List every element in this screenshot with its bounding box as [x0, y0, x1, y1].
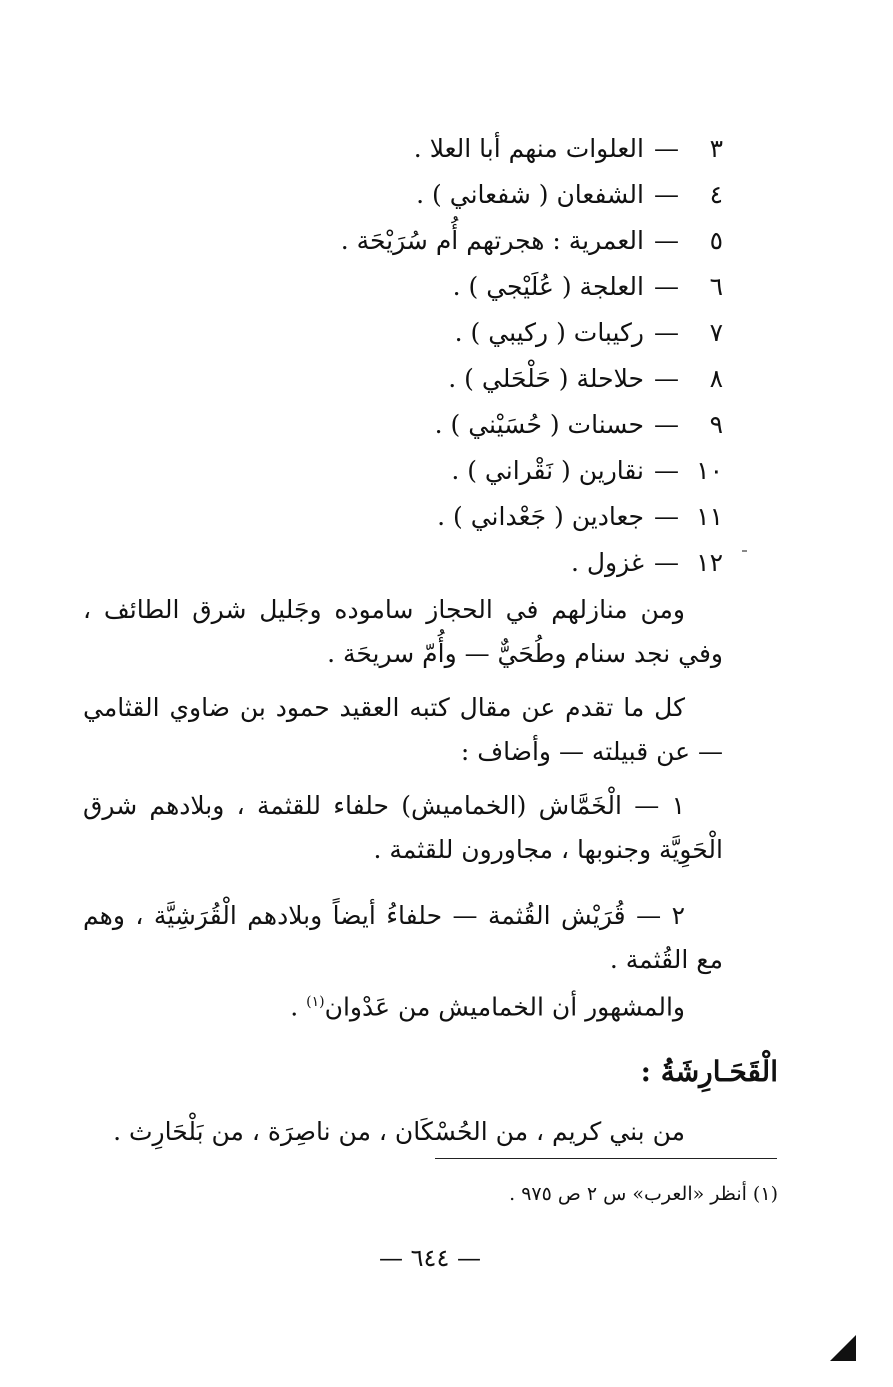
- list-number: ٥: [709, 226, 723, 255]
- paragraph-text: ١ — الْخَمَّاش (الخماميش) حلفاء للقثمة ، وبلادهم شرق الْحَوِيَّة وجنوبها ، مجاورون للقثمة .: [83, 791, 723, 864]
- list-item: [203, 540, 723, 586]
- print-speck: [742, 550, 747, 552]
- paragraph-text: ومن منازلهم في الحجاز ساموده وجَليل شرق الطائف ، وفي نجد سنام وطُحَيٌّ — وأُمّ سريحَة .: [83, 595, 723, 668]
- list-number: ١٠: [696, 456, 723, 485]
- list-text: غزول .: [571, 548, 644, 577]
- list-number: ٩: [709, 410, 723, 439]
- list-item: [203, 402, 723, 448]
- list-text: حسنات ( حُسَيْني ) .: [434, 410, 644, 439]
- dash: —: [654, 502, 679, 531]
- list-text: العمرية : هجرتهم أُم سُرَيْحَة .: [340, 226, 644, 255]
- paragraph-khammash: [83, 784, 723, 872]
- list-number: ٧: [709, 318, 723, 347]
- dash: —: [654, 180, 679, 209]
- paragraph-famous: [83, 980, 723, 1029]
- dash: —: [654, 364, 679, 393]
- list-item: [203, 126, 723, 172]
- list-number: ٨: [709, 364, 723, 393]
- page-number: — ٦٤٤ —: [379, 1244, 481, 1272]
- paragraph-text: من بني كريم ، من الحُسْكَان ، من ناصِرَة ، من بَلْحَارِث .: [113, 1117, 685, 1146]
- footnote-reference: (١): [306, 994, 325, 1010]
- list-text: ركيبات ( ركيبي ) .: [454, 318, 644, 347]
- dash: —: [654, 548, 679, 577]
- dash: —: [654, 456, 679, 485]
- list-item: [203, 264, 723, 310]
- list-text: حلاحلة ( حَلْحَلي ) .: [448, 364, 644, 393]
- footnote-divider: [435, 1158, 777, 1159]
- list-item: [203, 310, 723, 356]
- list-item: [203, 218, 723, 264]
- paragraph-qaharisha: [83, 1110, 723, 1154]
- list-text: العلجة ( عُلَيْجي ) .: [452, 272, 644, 301]
- corner-triangle-mark: [830, 1335, 856, 1361]
- list-item: [203, 356, 723, 402]
- list-text: الشفعان ( شفعاني ) .: [416, 180, 644, 209]
- paragraph-quraysh: [83, 894, 723, 982]
- list-number: ٣: [709, 134, 723, 163]
- list-item: [203, 494, 723, 540]
- paragraph-text: كل ما تقدم عن مقال كتبه العقيد حمود بن ضاوي القثامي — عن قبيلته — وأضاف :: [83, 693, 723, 766]
- footnote: (١) أنظر «العرب» س ٢ ص ٩٧٥ .: [509, 1183, 778, 1205]
- list-number: ١١: [696, 502, 723, 531]
- dash: —: [654, 272, 679, 301]
- paragraph-end: .: [290, 992, 307, 1022]
- paragraph-text: ٢ — قُرَيْش القُثمة — حلفاءُ أيضاً وبلادهم الْقُرَشِيَّة ، وهم مع القُثمة .: [83, 901, 723, 974]
- dash: —: [654, 226, 679, 255]
- paragraph-text: والمشهور أن الخماميش من عَدْوان: [324, 992, 685, 1022]
- list-number: ٤: [709, 180, 723, 209]
- list-text: جعادين ( جَعْداني ) .: [437, 502, 644, 531]
- list-number: ١٢: [696, 548, 723, 577]
- list-text: العلوات منهم أبا العلا .: [413, 134, 644, 163]
- list-item: [203, 172, 723, 218]
- paragraph-homelands: [83, 588, 723, 676]
- list-number: ٦: [709, 272, 723, 301]
- dash: —: [654, 134, 679, 163]
- paragraph-source: [83, 686, 723, 774]
- clan-list: [203, 126, 723, 586]
- list-item: [203, 448, 723, 494]
- section-heading: الْقَحَـارِشَةُ :: [640, 1055, 778, 1088]
- list-text: نقارين ( نَقْراني ) .: [451, 456, 644, 485]
- dash: —: [654, 318, 679, 347]
- dash: —: [654, 410, 679, 439]
